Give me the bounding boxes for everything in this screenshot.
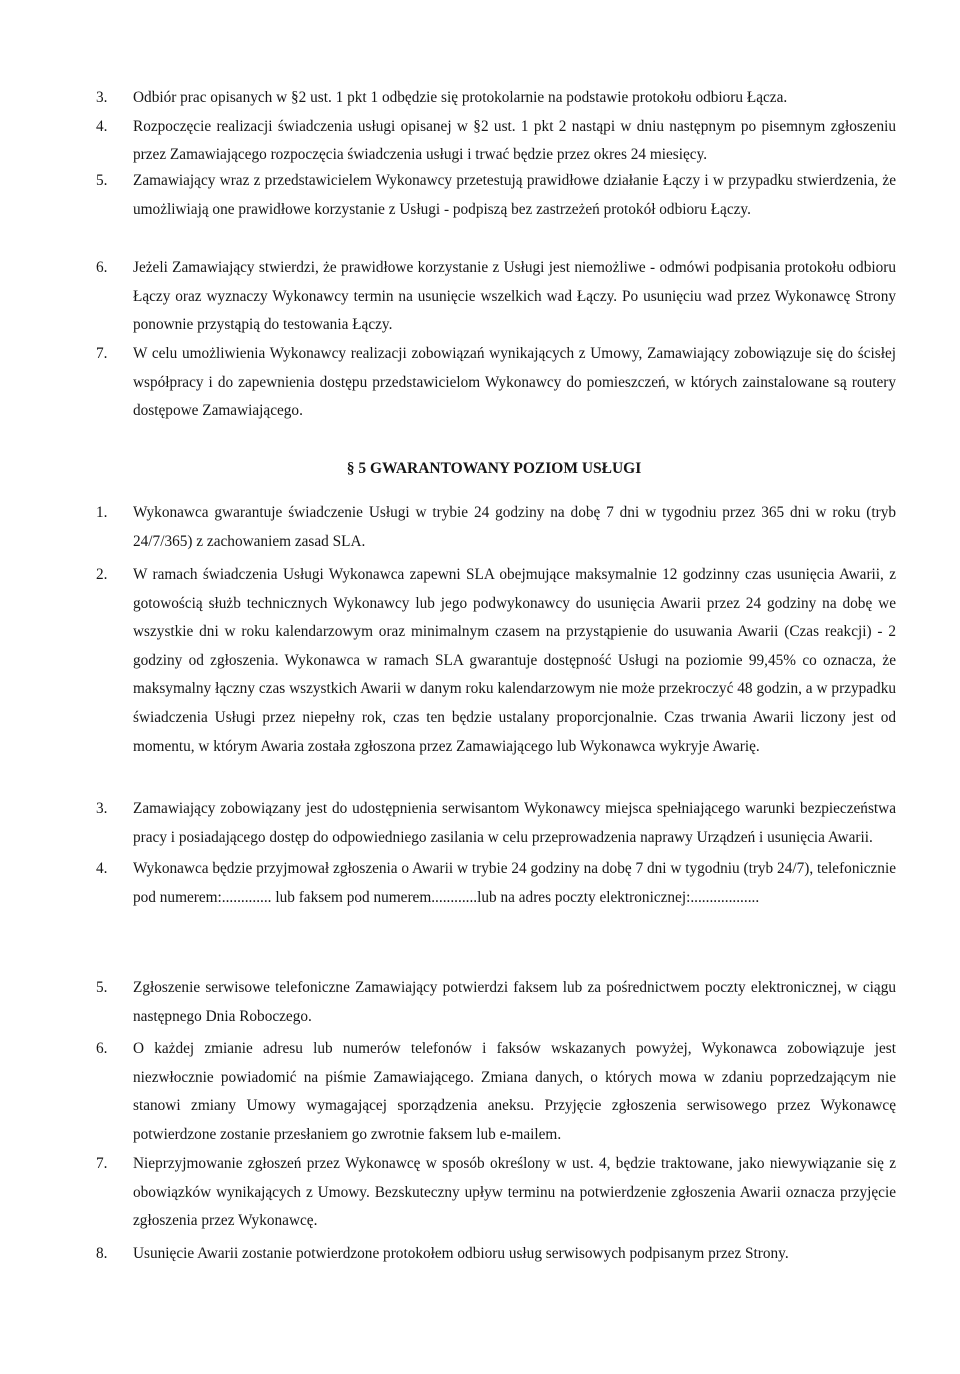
item-number: 5.	[96, 172, 108, 189]
list-item	[96, 1240, 896, 1269]
item-number: 6.	[96, 259, 108, 276]
list-item	[96, 974, 896, 1031]
item-text: Zamawiający zobowiązany jest do udostępnienia serwisantom Wykonawcy miejsca spełniającego warunki bezpieczeństwa pracy i posiadającego dostęp do odpowiedniego zasilania w celu przeprowadzenia naprawy Urządzeń i usunięcia Awarii.	[133, 800, 896, 846]
item-number: 4.	[96, 118, 108, 135]
list-item	[96, 795, 896, 852]
item-number: 8.	[96, 1245, 108, 1262]
list-item	[96, 499, 896, 556]
list-item	[96, 113, 896, 168]
item-text: Usunięcie Awarii zostanie potwierdzone protokołem odbioru usług serwisowych podpisanym przez Strony.	[133, 1245, 789, 1262]
item-text: Rozpoczęcie realizacji świadczenia usługi opisanej w §2 ust. 1 pkt 2 nastąpi w dniu następnym po pisemnym zgłoszeniu przez Zamawiającego rozpoczęcia świadczenia usługi i trwać będzie przez okres 24 miesięcy.	[133, 118, 896, 163]
list-item	[96, 855, 896, 912]
item-number: 3.	[96, 800, 108, 817]
item-number: 4.	[96, 860, 108, 877]
list-item	[96, 340, 896, 426]
list-item	[96, 561, 896, 761]
item-text: Jeżeli Zamawiający stwierdzi, że prawidłowe korzystanie z Usługi jest niemożliwe - odmówi podpisania protokołu odbioru Łączy oraz wyznaczy Wykonawcy termin na usunięcie wszelkich wad Łączy. Po usunięciu wad przez Wykonawcę Strony ponownie przystąpią do testowania Łączy.	[133, 259, 896, 334]
item-text: W ramach świadczenia Usługi Wykonawca zapewni SLA obejmujące maksymalnie 12 godzinny czas usunięcia Awarii, z gotowością służb technicznych Wykonawcy lub jego podwykonawcy do usunięcia Awarii przez 24 godziny na dobę we wszystkie dni w roku kalendarzowym oraz minimalnym czasem na przystąpienie do usuwania Awarii (Czas reakcji) - 2 godziny od zgłoszenia. Wykonawca w ramach SLA gwarantuje dostępność Usługi na poziomie 99,45% co oznacza, że maksymalny łączny czas wszystkich Awarii w danym roku kalendarzowym nie może przekroczyć 48 godzin, a w przypadku świadczenia Usługi przez niepełny rok, czas ten będzie ustalany proporcjonalnie. Czas trwania Awarii liczony jest od momentu, w którym Awaria została zgłoszona przez Zamawiającego lub Wykonawca wykryje Awarię.	[133, 566, 896, 755]
item-number: 1.	[96, 504, 108, 521]
list-item	[96, 167, 896, 224]
item-text: Wykonawca będzie przyjmował zgłoszenia o Awarii w trybie 24 godziny na dobę 7 dni w tygodniu (tryb 24/7), telefonicznie pod numerem:............. lub faksem pod numerem............lub na adres poczty elektronicznej:..................	[133, 860, 896, 906]
list-item	[96, 254, 896, 340]
item-text: Odbiór prac opisanych w §2 ust. 1 pkt 1 odbędzie się protokolarnie na podstawie protokołu odbioru Łącza.	[133, 89, 788, 106]
item-text: Zgłoszenie serwisowe telefoniczne Zamawiający potwierdzi faksem lub za pośrednictwem poczty elektronicznej, w ciągu następnego Dnia Roboczego.	[133, 979, 896, 1025]
item-number: 7.	[96, 345, 108, 362]
item-number: 3.	[96, 89, 108, 106]
item-text: Zamawiający wraz z przedstawicielem Wykonawcy przetestują prawidłowe działanie Łączy i w przypadku stwierdzenia, że umożliwiają one prawidłowe korzystanie z Usługi - podpiszą bez zastrzeżeń protokół odbioru Łączy.	[133, 172, 896, 218]
item-number: 2.	[96, 566, 108, 583]
list-item	[96, 84, 896, 112]
item-text: Nieprzyjmowanie zgłoszeń przez Wykonawcę w sposób określony w ust. 4, będzie traktowane, jako niewywiązanie się z obowiązków wynikających z Umowy. Bezskuteczny upływ terminu na potwierdzenie zgłoszenia Awarii oznacza przyjęcie zgłoszenia przez Wykonawcę.	[133, 1155, 896, 1230]
list-item	[96, 1035, 896, 1149]
item-number: 6.	[96, 1040, 108, 1057]
item-text: Wykonawca gwarantuje świadczenie Usługi w trybie 24 godziny na dobę 7 dni w tygodniu przez 365 dni w roku (tryb 24/7/365) z zachowaniem zasad SLA.	[133, 504, 896, 550]
list-item	[96, 1150, 896, 1236]
item-text: W celu umożliwienia Wykonawcy realizacji zobowiązań wynikających z Umowy, Zamawiający zobowiązuje się do ścisłej współpracy i do zapewnienia dostępu przedstawicielom Wykonawcy do pomieszczeń, w których zainstalowane są routery dostępowe Zamawiającego.	[133, 345, 896, 420]
item-text: O każdej zmianie adresu lub numerów telefonów i faksów wskazanych powyżej, Wykonawca zobowiązuje jest niezwłocznie powiadomić na piśmie Zamawiającego. Zmiana danych, o których mowa w zdaniu poprzedzającym nie stanowi zmiany Umowy wymagającej sporządzenia aneksu. Przyjęcie zgłoszenia serwisowego przez Wykonawcę potwierdzone zostanie przesłaniem go zwrotnie faksem lub e-mailem.	[133, 1040, 896, 1143]
item-number: 5.	[96, 979, 108, 996]
item-number: 7.	[96, 1155, 108, 1172]
section-heading: § 5 GWARANTOWANY POZIOM USŁUGI	[346, 460, 642, 477]
